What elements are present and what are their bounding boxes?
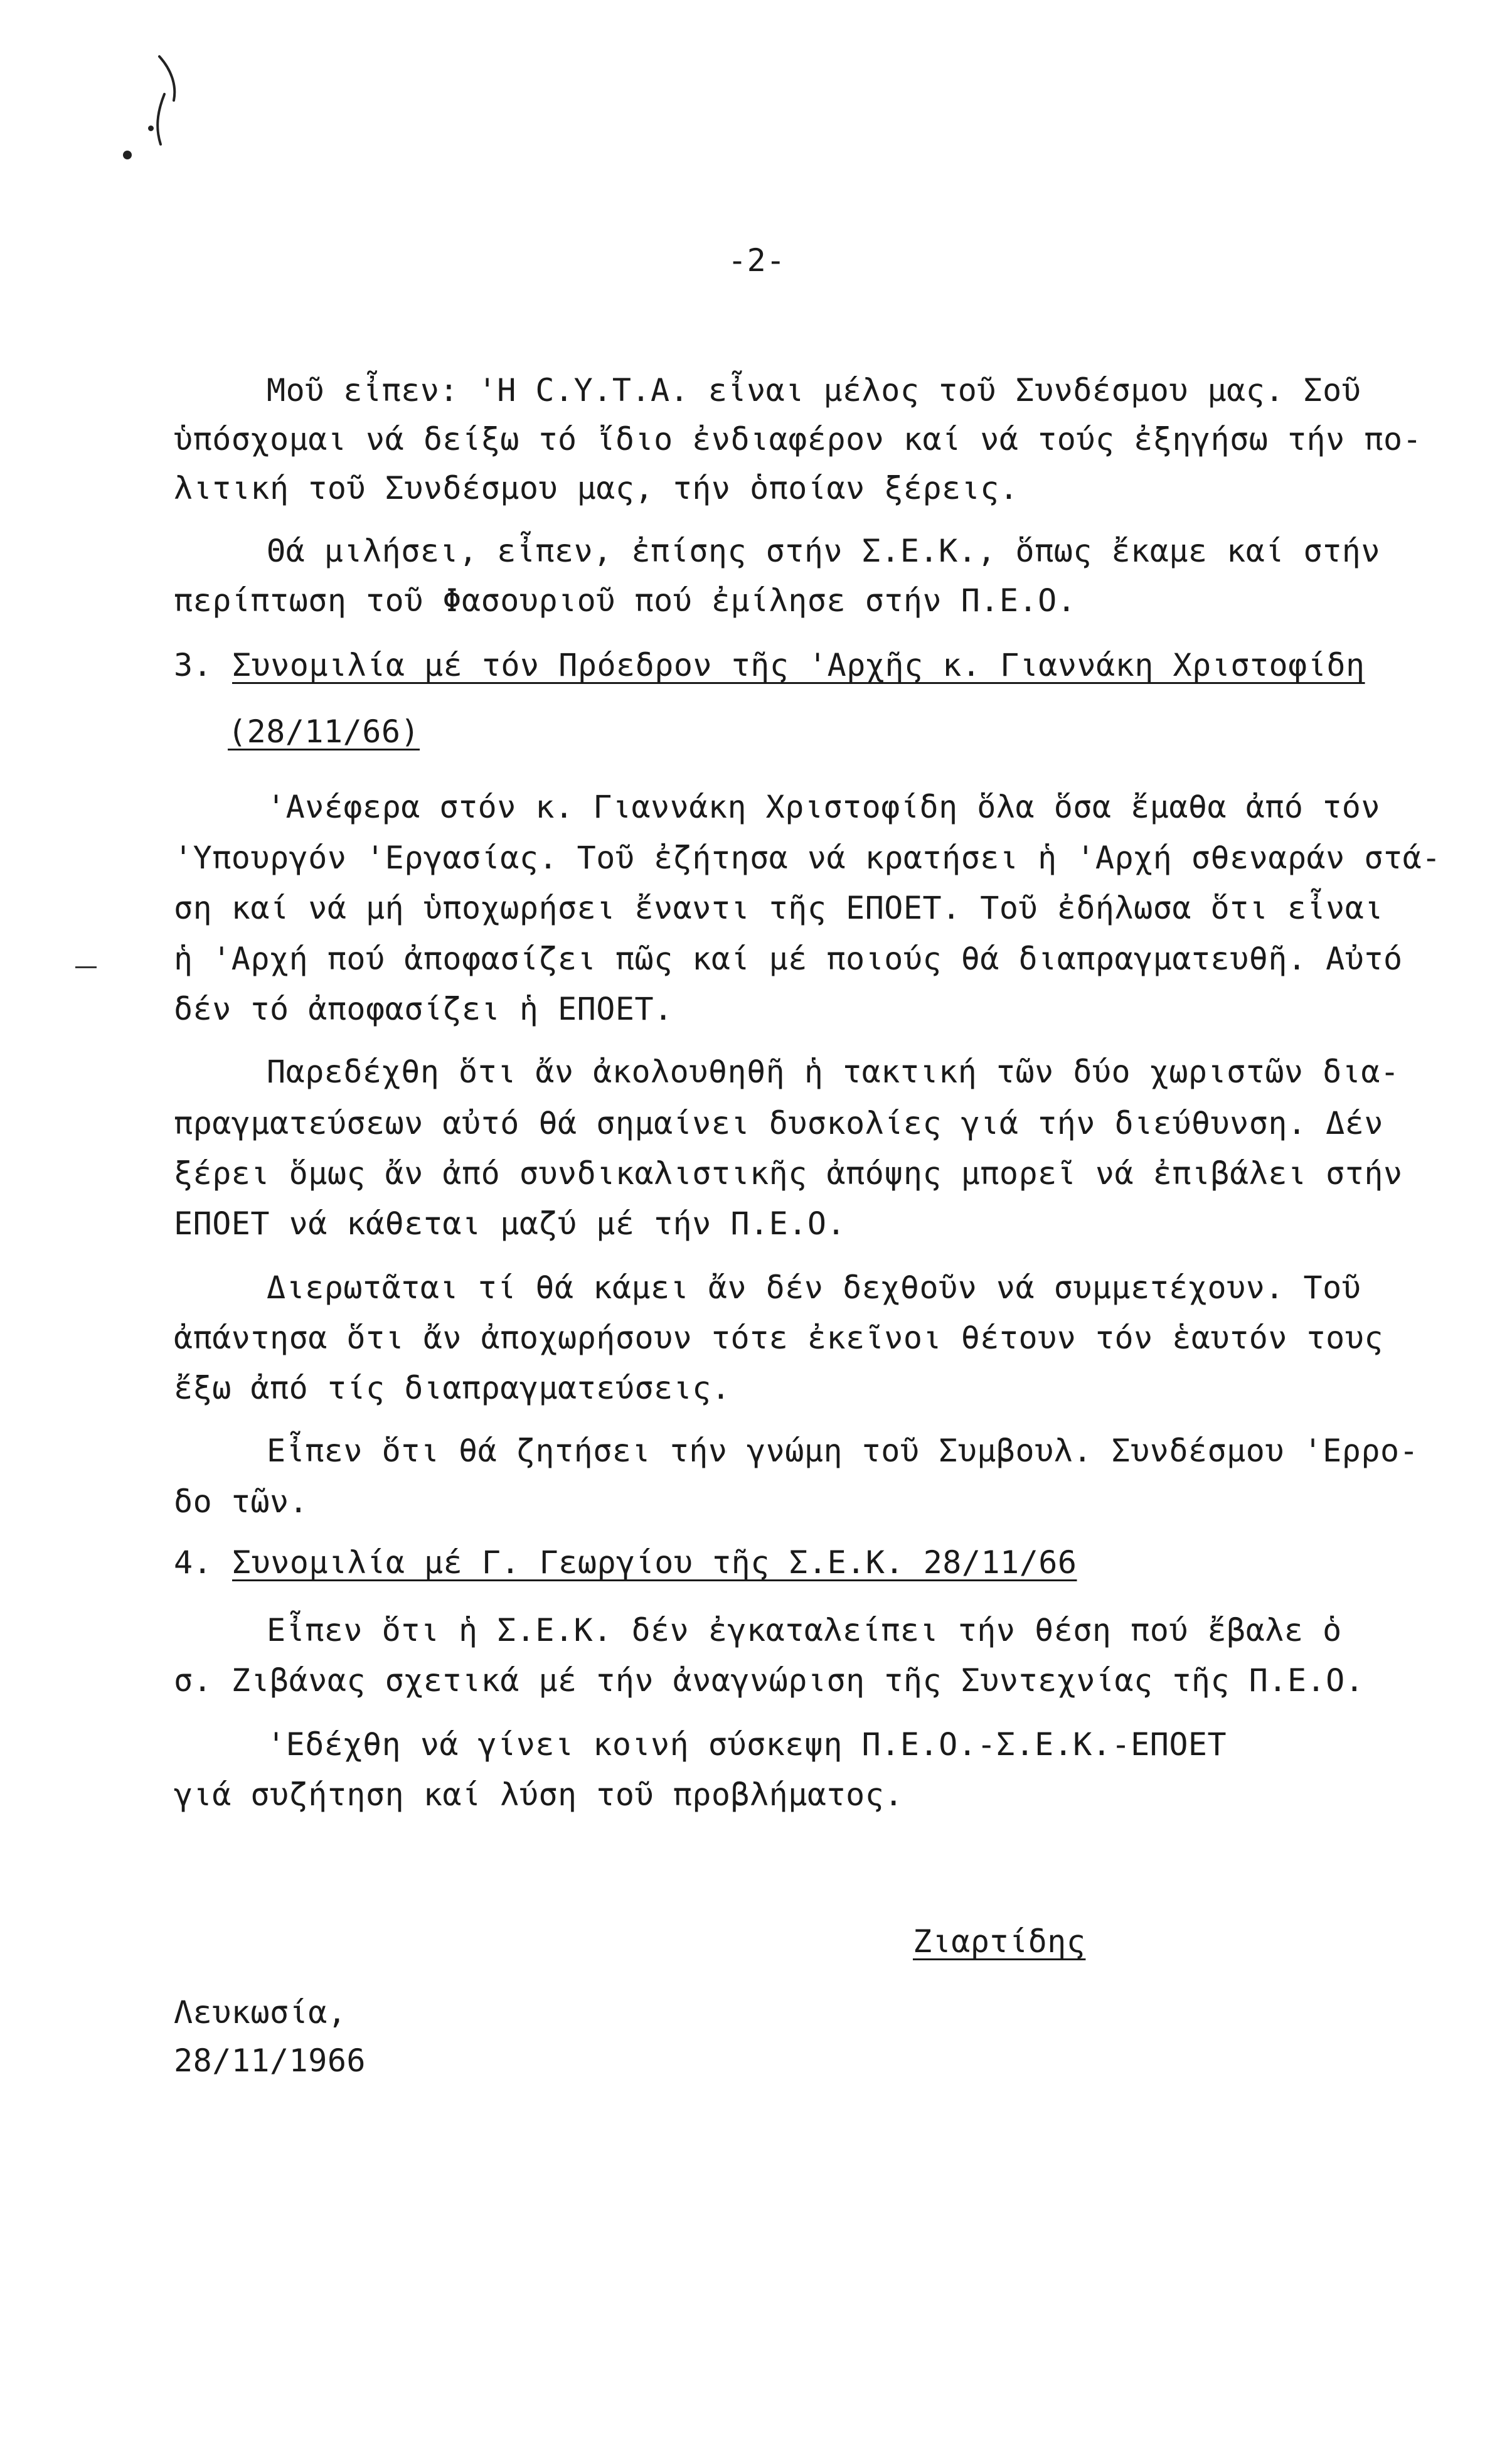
paragraph-line: Μοῦ εἶπεν: 'Η C.Y.T.A. εἶναι μέλος τοῦ Συνδέσμου μας. Σοῦ [267,372,1361,408]
section-number: 3. [174,647,213,683]
paragraph-line: ἀπάντησα ὅτι ἄν ἀποχωρήσουν τότε ἐκεῖνοι θέτουν τόν ἑαυτόν τους [174,1320,1383,1356]
paragraph-line: σ. Ζιβάνας σχετικά μέ τήν ἀναγνώριση τῆς Συντεχνίας τῆς Π.Ε.Ο. [174,1662,1365,1699]
signature-name: Ζιαρτίδης [913,1923,1086,1960]
paragraph-line: 'Υπουργόν 'Εργασίας. Τοῦ ἐζήτησα νά κρατήσει ἡ 'Αρχή σθεναράν στά- [174,840,1441,876]
section-heading: Συνομιλία μέ Γ. Γεωργίου τῆς Σ.Ε.Κ. 28/11/66 [232,1544,1077,1581]
section-date: (28/11/66) [228,713,420,750]
paragraph-line: Εἶπεν ὅτι θά ζητήσει τήν γνώμη τοῦ Συμβουλ. Συνδέσμου 'Ερρο- [267,1433,1419,1469]
margin-mark [75,966,97,968]
paragraph-line: ΕΠΟΕΤ νά κάθεται μαζύ μέ τήν Π.Ε.Ο. [174,1205,846,1242]
paragraph-line: Παρεδέχθη ὅτι ἄν ἀκολουθηθῆ ἡ τακτική τῶν δύο χωριστῶν δια- [267,1054,1400,1090]
paragraph-line: ὑπόσχομαι νά δείξω τό ἴδιο ἐνδιαφέρον καί νά τούς ἐξηγήσω τήν πο- [174,421,1422,457]
ink-dot [123,151,132,159]
paragraph-line: δο τῶν. [174,1483,309,1520]
paragraph-line: πραγματεύσεων αὐτό θά σημαίνει δυσκολίες γιά τήν διεύθυνση. Δέν [174,1105,1383,1141]
paragraph-line: ἡ 'Αρχή πού ἀποφασίζει πῶς καί μέ ποιούς θά διαπραγματευθῆ. Αὐτό [174,941,1403,977]
paragraph-line: γιά συζήτηση καί λύση τοῦ προβλήματος. [174,1776,903,1813]
paragraph-line: δέν τό ἀποφασίζει ἡ ΕΠΟΕΤ. [174,991,673,1027]
section-heading: Συνομιλία μέ τόν Πρόεδρον τῆς 'Αρχῆς κ. Γιαννάκη Χριστοφίδη [232,647,1365,683]
paragraph-line: Εἶπεν ὅτι ἡ Σ.Ε.Κ. δέν ἐγκαταλείπει τήν θέση πού ἔβαλε ὁ [267,1612,1342,1648]
paragraph-line: λιτική τοῦ Συνδέσμου μας, τήν ὁποίαν ξέρεις. [174,470,1019,506]
paragraph-line: ἔξω ἀπό τίς διαπραγματεύσεις. [174,1370,731,1406]
section-number: 4. [174,1544,213,1581]
paragraph-line: 'Ανέφερα στόν κ. Γιαννάκη Χριστοφίδη ὅλα ὅσα ἔμαθα ἀπό τόν [267,789,1380,825]
page-number: -2- [728,242,785,279]
paragraph-line: 'Εδέχθη νά γίνει κοινή σύσκεψη Π.Ε.Ο.-Σ.Ε.Κ.-ΕΠΟΕΤ [267,1726,1227,1763]
paragraph-line: Διερωτᾶται τί θά κάμει ἄν δέν δεχθοῦν νά συμμετέχουν. Τοῦ [267,1269,1361,1306]
place: Λευκωσία, [174,1994,347,2031]
date: 28/11/1966 [174,2042,366,2079]
paragraph-line: ση καί νά μή ὑποχωρήσει ἔναντι τῆς ΕΠΟΕΤ. Τοῦ ἐδήλωσα ὅτι εἶναι [174,890,1383,926]
paragraph-line: ξέρει ὅμως ἄν ἀπό συνδικαλιστικῆς ἀπόψης μπορεῖ νά ἐπιβάλει στήν [174,1155,1403,1192]
paragraph-line: περίπτωση τοῦ Φασουριοῦ πού ἐμίλησε στήν Π.Ε.Ο. [174,582,1077,619]
ink-dot [148,125,154,131]
paragraph-line: Θά μιλήσει, εἶπεν, ἐπίσης στήν Σ.Ε.Κ., ὅπως ἔκαμε καί στήν [267,533,1380,569]
handwritten-tick-mark [146,50,196,151]
